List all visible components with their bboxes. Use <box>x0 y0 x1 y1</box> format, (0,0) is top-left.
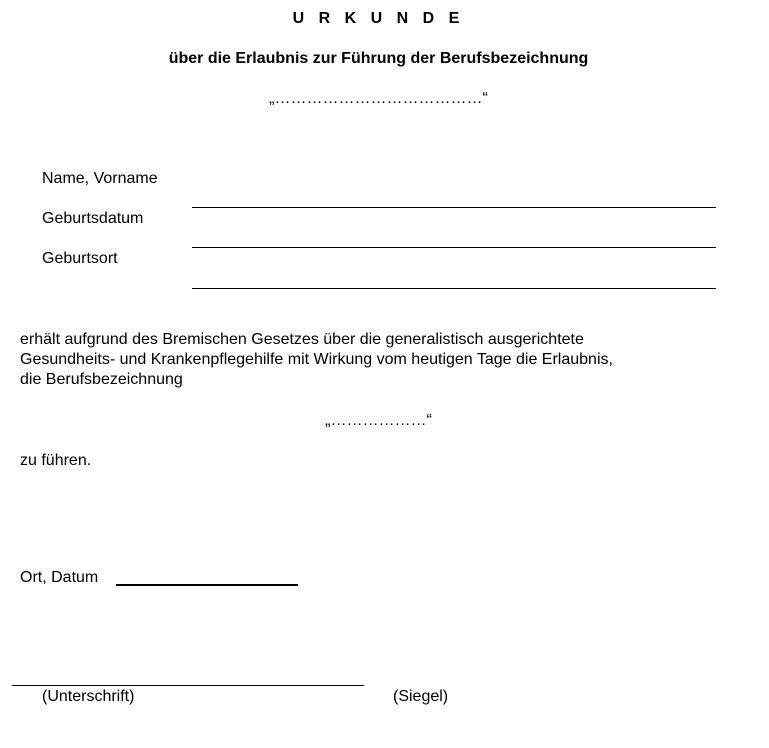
place-date-label: Ort, Datum <box>20 569 99 586</box>
field-line-name <box>192 207 716 208</box>
document-title: U R K U N D E <box>292 10 465 27</box>
body-line-3: die Berufsbezeichnung <box>20 371 183 388</box>
field-line-birthplace <box>192 288 716 289</box>
field-line-birthdate <box>192 247 716 248</box>
designation-placeholder: „………………“ <box>325 412 432 429</box>
body-line-2: Gesundheits- und Krankenpflegehilfe mit Wirkung vom heutigen Tage die Erlaubnis, <box>20 351 613 368</box>
closing-text: zu führen. <box>20 452 92 469</box>
document-subtitle: über die Erlaubnis zur Führung der Berufsbezeichnung <box>168 50 589 67</box>
field-label-birthdate: Geburtsdatum <box>42 210 144 227</box>
field-label-birthplace: Geburtsort <box>42 250 118 267</box>
profession-title-placeholder: „…………………………………“ <box>269 90 488 107</box>
field-label-name: Name, Vorname <box>42 170 158 187</box>
body-paragraph <box>20 330 750 390</box>
body-line-1: erhält aufgrund des Bremischen Gesetzes über die generalistisch ausgerichtete <box>20 331 584 348</box>
seal-label: (Siegel) <box>393 688 449 705</box>
signature-line <box>12 685 364 686</box>
signature-label: (Unterschrift) <box>42 688 135 705</box>
place-date-line <box>116 584 298 586</box>
